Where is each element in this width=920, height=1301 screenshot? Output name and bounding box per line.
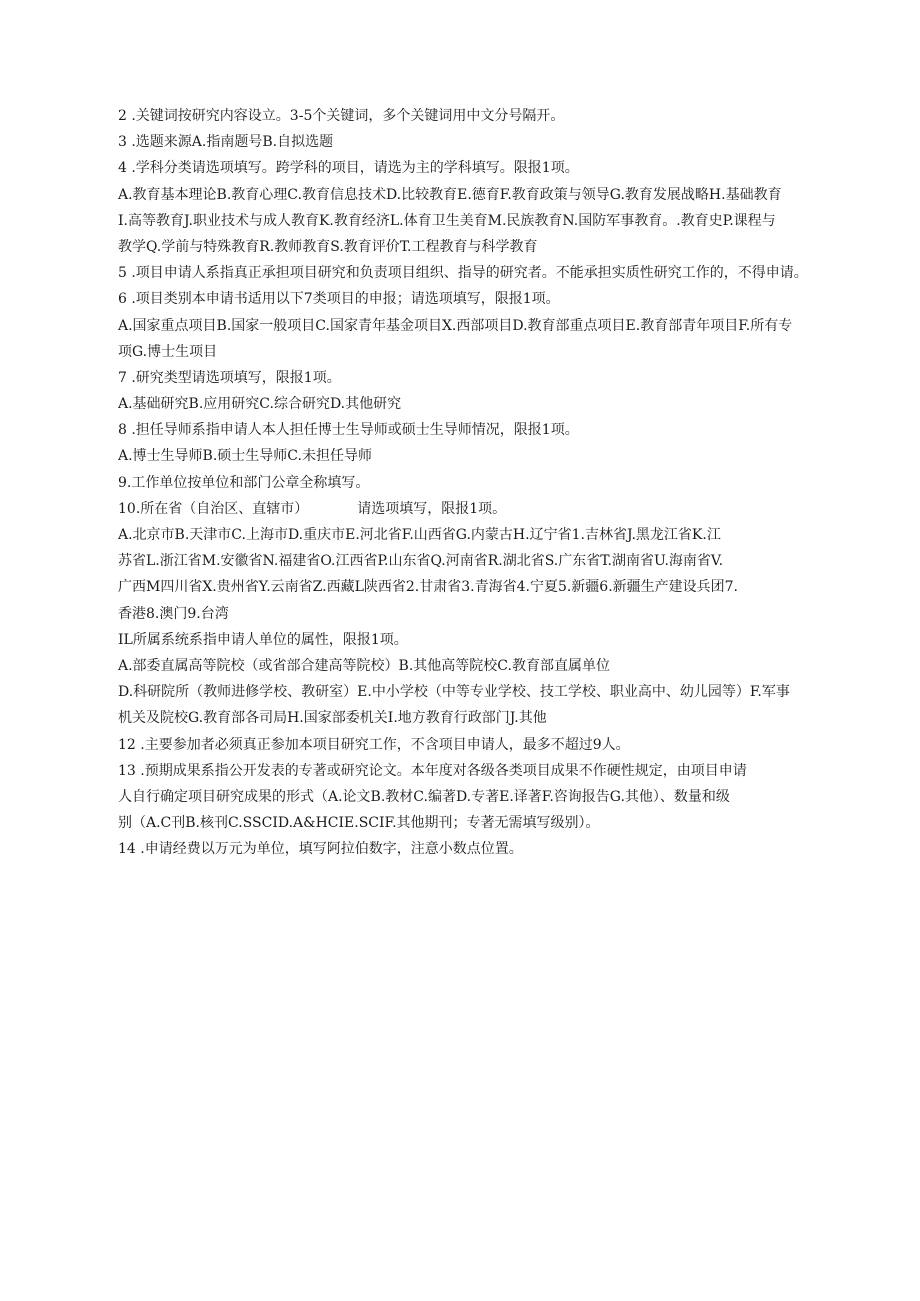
text-line: 13 .预期成果系指公开发表的专著或研究论文。本年度对各级各类项目成果不作硬性规定，由项目申请	[118, 762, 747, 779]
text-line: 项G.博士生项目	[118, 343, 218, 360]
text-line: 8 .担任导师系指申请人本人担任博士生导师或硕士生导师情况，限报1项。	[118, 422, 579, 439]
text-line: 7 .研究类型请选项填写，限报1项。	[118, 369, 341, 386]
text-line: 人自行确定项目研究成果的形式（A.论文B.教材C.编著D.专著E.译著F.咨询报告G.其他）、数量和级	[118, 788, 730, 805]
text-line: 香港8.澳门9.台湾	[118, 605, 229, 622]
text-line: 14 .申请经费以万元为单位，填写阿拉伯数字，注意小数点位置。	[118, 841, 523, 858]
text-line: I.高等教育J.职业技术与成人教育K.教育经济L.体育卫生美育M.民族教育N.国防军事教育。.教育史P.课程与	[118, 212, 776, 229]
text-line: D.科研院所（教师进修学校、教研室）E.中小学校（中等专业学校、技工学校、职业高中、幼儿园等）F.军事	[118, 684, 790, 701]
text-line: 机关及院校G.教育部各司局H.国家部委机关I.地方教育行政部门J.其他	[118, 710, 547, 727]
instructions-text	[118, 103, 870, 862]
text-line: A.基础研究B.应用研究C.综合研究D.其他研究	[118, 396, 402, 413]
text-line: 10.所在省（自治区、直辖市） 请选项填写，限报1项。	[118, 500, 507, 517]
text-line: 3 .选题来源A.指南题号B.自拟选题	[118, 134, 334, 151]
text-line: 教学Q.学前与特殊教育R.教师教育S.教育评价T.工程教育与科学教育	[118, 238, 538, 255]
text-line: 5 .项目申请人系指真正承担项目研究和负责项目组织、指导的研究者。不能承担实质性研究工作的，不得申请。	[118, 265, 808, 282]
text-line: 12 .主要参加者必须真正参加本项目研究工作，不含项目申请人，最多不超过9人。	[118, 736, 630, 753]
text-line: 4 .学科分类请选项填写。跨学科的项目，请选为主的学科填写。限报1项。	[118, 160, 579, 177]
text-line: 苏省L.浙江省M.安徽省N.福建省O.江西省P.山东省Q.河南省R.湖北省S.广东省T.湖南省U.海南省V.	[118, 553, 724, 570]
text-line: A.部委直属高等院校（或省部合建高等院校）B.其他高等院校C.教育部直属单位	[118, 657, 610, 674]
text-line: 9.工作单位按单位和部门公章全称填写。	[118, 474, 370, 491]
text-line: 别（A.C刊B.核刊C.SSCID.A&HCIE.SCIF.其他期刊；专著无需填写级别）。	[118, 815, 600, 832]
text-line: IL所属系统系指申请人单位的属性，限报1项。	[118, 631, 408, 648]
text-line: A.国家重点项目B.国家一般项目C.国家青年基金项目X.西部项目D.教育部重点项目E.教育部青年项目F.所有专	[118, 317, 793, 334]
text-line: 2 .关键词按研究内容设立。3-5个关键词，多个关键词用中文分号隔开。	[118, 108, 565, 124]
text-line: 6 .项目类别本申请书适用以下7类项目的申报；请选项填写，限报1项。	[118, 291, 560, 308]
text-line: A.博士生导师B.硕士生导师C.未担任导师	[118, 448, 372, 465]
text-line: A.教育基本理论B.教育心理C.教育信息技术D.比较教育E.德育F.教育政策与领导G.教育发展战略H.基础教育	[118, 186, 782, 203]
text-line: A.北京市B.天津市C.上海市D.重庆市E.河北省F.山西省G.内蒙古H.辽宁省1.吉林省J.黑龙江省K.江	[118, 527, 721, 543]
text-line: 广西M四川省X.贵州省Y.云南省Z.西藏L陕西省2.甘肃省3.青海省4.宁夏5.新疆6.新疆生产建设兵团7.	[118, 579, 739, 596]
